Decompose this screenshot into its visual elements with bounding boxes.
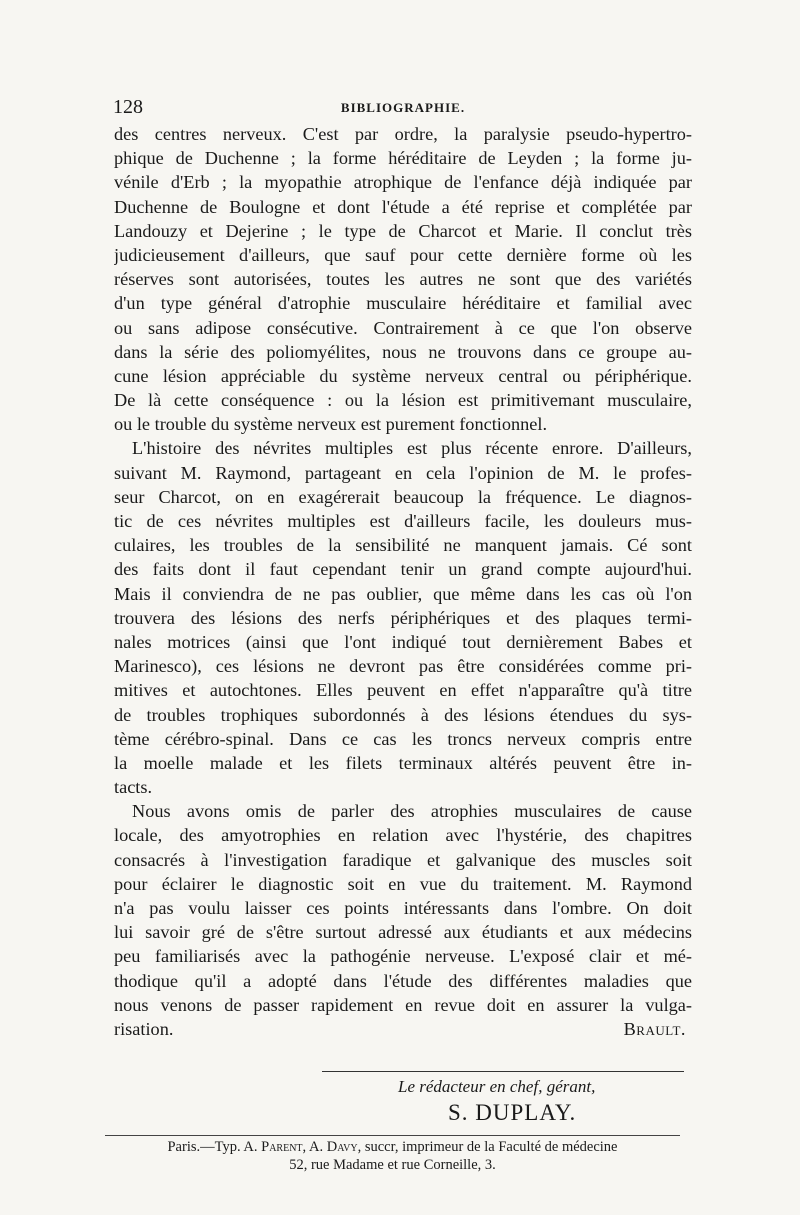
text-line: Marinesco), ces lésions ne devront pas être considérées comme pri- (114, 656, 692, 677)
text-line: pour éclairer le diagnostic soit en vue du traitement. M. Raymond (114, 873, 692, 894)
text-line: tacts. (114, 777, 153, 798)
text-line-with-signature (114, 1017, 692, 1041)
text-line: L'histoire des névrites multiples est plus récente enrore. D'ailleurs, (132, 438, 692, 459)
text-line: tic de ces névrites multiples est d'ailleurs facile, les douleurs mus- (114, 511, 692, 531)
text-line: dans la série des poliomyélites, nous ne trouvons dans ce groupe au- (114, 341, 692, 362)
text-line: thodique qu'il a adopté dans l'étude des différentes maladies que (114, 970, 692, 991)
text-line: phique de Duchenne ; la forme héréditaire de Leyden ; la forme ju- (114, 148, 692, 169)
imprint-text: Parent (261, 1139, 303, 1155)
printer-imprint (105, 1138, 680, 1174)
imprint-line-2: 52, rue Madame et rue Corneille, 3. (289, 1157, 496, 1173)
running-title: BIBLIOGRAPHIE. (340, 100, 466, 115)
divider (105, 1135, 680, 1136)
author-signature: Brault. (623, 1018, 686, 1039)
text-line: Landouzy et Dejerine ; le type de Charcot et Marie. Il conclut très (114, 220, 692, 241)
text-line: la moelle malade et les filets terminaux altérés peuvent être in- (114, 752, 692, 773)
text-line: seur Charcot, on en exagérerait beaucoup la fréquence. Le diagnos- (114, 486, 692, 507)
text-line: locale, des amyotrophies en relation avec l'hystérie, des chapitres (114, 825, 692, 846)
text-line: consacrés à l'investigation faradique et galvanique des muscles soit (114, 849, 692, 870)
text-line: judicieusement d'ailleurs, que sauf pour cette dernière forme où les (114, 244, 692, 265)
page-header (113, 96, 693, 122)
imprint-text: Davy (326, 1139, 358, 1155)
text-line: des faits dont il faut cependant tenir un grand compte aujourd'hui. (114, 559, 692, 580)
body-text (114, 122, 692, 1041)
text-line: de troubles trophiques subordonnés à des lésions étendues du sys- (114, 704, 692, 725)
text-line: des centres nerveux. C'est par ordre, la paralysie pseudo-hypertro- (114, 124, 692, 144)
editor-name: S. DUPLAY. (448, 1100, 577, 1125)
text-line: De là cette conséquence : ou la lésion est primitivemant musculaire, (114, 390, 692, 411)
text-line: Nous avons omis de parler des atrophies musculaires de cause (132, 801, 692, 822)
text-line: réserves sont autorisées, toutes les autres ne sont que des variétés (114, 269, 692, 290)
text-line: vénile d'Erb ; la myopathie atrophique de l'enfance déjà indiquée par (114, 172, 692, 193)
text-line: cune lésion appréciable du système nerveux central ou périphérique. (114, 365, 692, 386)
text-line: tème cérébro-spinal. Dans ce cas les troncs nerveux compris entre (114, 728, 692, 749)
divider (322, 1071, 684, 1072)
imprint-text: , succr, imprimeur de la Faculté de médecine (357, 1139, 618, 1155)
text-line: nales motrices (ainsi que l'ont indiqué tout dernièrement Babes et (114, 631, 692, 652)
text-line: peu familiarisés avec la pathogénie nerveuse. L'exposé clair et mé- (114, 946, 692, 967)
text-line: Duchenne de Boulogne et dont l'étude a été reprise et complétée par (114, 196, 692, 217)
text-line: n'a pas voulu laisser ces points intéressants dans l'ombre. On doit (114, 898, 692, 918)
imprint-text: Paris.—Typ. A. (167, 1139, 258, 1155)
text-line: nous venons de passer rapidement en revue doit en assurer la vulga- (114, 994, 692, 1015)
text-line: d'un type général d'atrophie musculaire héréditaire et familial avec (114, 293, 692, 314)
text-line: trouvera des lésions des nerfs périphériques et des plaques termi- (114, 607, 692, 628)
text-line: ou le trouble du système nerveux est purement fonctionnel. (114, 414, 548, 435)
text-line: Mais il conviendra de ne pas oublier, que même dans les cas où l'on (114, 583, 692, 604)
text-line: suivant M. Raymond, partageant en cela l'opinion de M. le profes- (114, 462, 692, 483)
page-number: 128 (113, 96, 143, 118)
text-line: culaires, les troubles de la sensibilité ne manquent jamais. Cé sont (114, 535, 692, 556)
imprint-line-1 (105, 1138, 680, 1156)
text-line: mitives et autochtones. Elles peuvent en effet n'apparaître qu'à titre (114, 680, 692, 701)
imprint-text: , A. (302, 1139, 324, 1155)
text-line: ou sans adipose consécutive. Contrairement à ce que l'on observe (114, 317, 692, 338)
text-line: risation. (114, 1018, 174, 1039)
editor-role: Le rédacteur en chef, gérant, (398, 1077, 596, 1096)
text-line: lui savoir gré de s'être surtout adressé aux étudiants et aux médecins (114, 922, 692, 943)
